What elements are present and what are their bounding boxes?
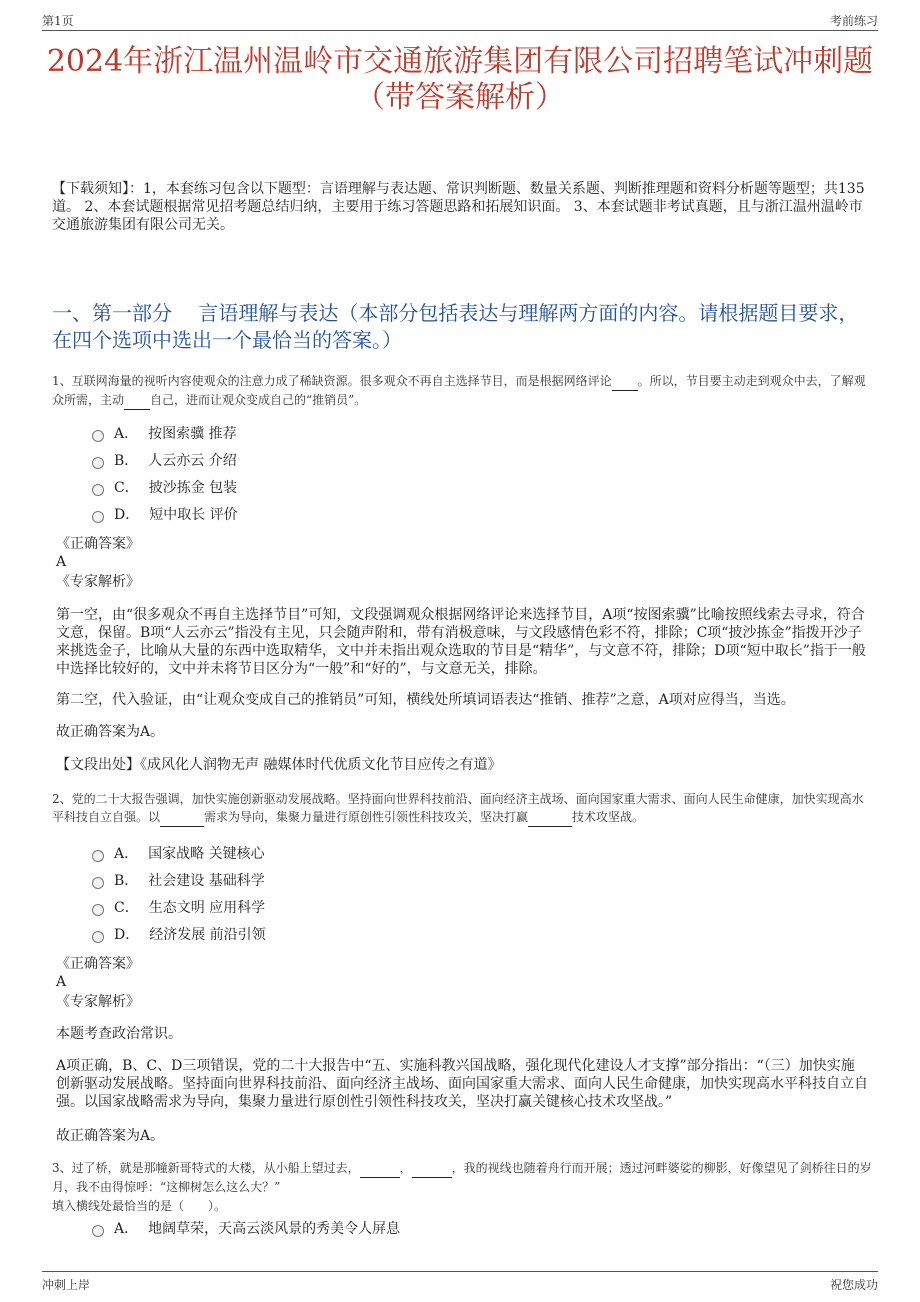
radio-icon[interactable] [92, 430, 104, 442]
option-text: 披沙拣金 包装 [148, 480, 238, 496]
option-text: 社会建设 基础科学 [148, 873, 265, 889]
radio-icon[interactable] [92, 1225, 104, 1237]
page-header [42, 10, 878, 31]
q1-text-part-a: 1、互联网海量的视听内容使观众的注意力成了稀缺资源。很多观众不再自主选择节目，而是根据网络评论 [52, 374, 612, 388]
option-letter: C． [114, 900, 139, 916]
page-footer [42, 1271, 878, 1296]
q2-option-a[interactable] [92, 843, 265, 865]
option-letter: A． [114, 846, 139, 862]
option-text: 按图索骥 推荐 [148, 426, 237, 442]
radio-icon[interactable] [92, 877, 104, 889]
q1-source: 【文段出处】《成风化人润物无声 融媒体时代优质文化节目应传之有道》 [56, 757, 502, 773]
document-title [42, 44, 878, 116]
q2-text-part-b: 需求为导向，集聚力量进行原创性引领性科技攻关，坚决打赢 [204, 810, 529, 824]
q2-answer: A [56, 974, 67, 990]
q2-option-c[interactable] [92, 897, 265, 919]
q1-analysis-para-2: 第二空，代入验证，由“让观众变成自己的推销员”可知，横线处所填词语表达“推销、推荐”之意，A项对应得当，当选。 [56, 692, 795, 708]
radio-icon[interactable] [92, 511, 104, 523]
option-text: 短中取长 评价 [149, 507, 238, 523]
question-1-text [52, 372, 872, 410]
title-line-1: 2024年浙江温州温岭市交通旅游集团有限公司招聘笔试冲刺题 [46, 44, 874, 79]
q3-option-a[interactable] [92, 1218, 400, 1240]
option-letter: D． [114, 507, 140, 523]
radio-icon[interactable] [92, 931, 104, 943]
q1-option-b[interactable] [92, 450, 237, 472]
radio-icon[interactable] [92, 484, 104, 496]
answer-blank [124, 391, 150, 410]
option-text: 国家战略 关键核心 [148, 846, 265, 862]
option-letter: A． [114, 1221, 139, 1237]
footer-right-text: 祝您成功 [829, 1278, 878, 1292]
download-notice: 【下载须知】：1，本套练习包含以下题型：言语理解与表达题、常识判断题、数量关系题、判断推理题和资料分析题等题型；共135道。 2、本套试题根据常见招考题总结归纳，主要用于练习答题思路和拓展知识面。 3、本套试题非考试真题，且与浙江温州温岭市交通旅游集团有限公司无关。 [52, 181, 865, 233]
question-3-text [52, 1159, 872, 1196]
radio-icon[interactable] [92, 457, 104, 469]
radio-icon[interactable] [92, 904, 104, 916]
answer-blank [412, 1159, 452, 1178]
q2-option-d[interactable] [92, 924, 266, 946]
q1-option-d[interactable] [92, 504, 238, 526]
option-letter: B． [114, 453, 139, 469]
q1-option-c[interactable] [92, 477, 237, 499]
answer-blank [528, 808, 572, 827]
q1-analysis-label: 《专家解析》 [56, 574, 140, 590]
option-text: 经济发展 前沿引领 [149, 927, 266, 943]
option-letter: C． [114, 480, 139, 496]
q1-answer-label: 《正确答案》 [56, 536, 140, 552]
q1-text-part-b: 。所以，节目要主动走到观众中去，了解观众所需，主动 [52, 374, 866, 407]
q2-analysis-para-2: A项正确，B、C、D三项错误，党的二十大报告中“五、实施科教兴国战略，强化现代化建设人才支撑”部分指出：“（三）加快实施创新驱动发展战略。坚持面向世界科技前沿、面向经济主战场、面向国家重大需求、面向人民生命健康，加快实现高水平科技自立自强。以国家战略需求为导向，集聚力量进行原创性引领性科技攻关，坚决打赢关键核心技术攻坚战。” [56, 1058, 868, 1110]
footer-left-text: 冲刺上岸 [42, 1278, 91, 1292]
section-title: 一、第一部分 言语理解与表达（本部分包括表达与理解两方面的内容。请根据题目要求，在四个选项中选出一个最恰当的答案。） [52, 301, 859, 352]
q2-answer-label: 《正确答案》 [56, 956, 140, 972]
option-text: 地阔草荣，天高云淡风景的秀美令人屏息 [148, 1221, 401, 1237]
q3-text-sep: ， [399, 1161, 412, 1175]
option-letter: A． [114, 426, 139, 442]
title-line-2: （带答案解析） [355, 80, 565, 115]
q1-text-part-c: 自己，进而让观众变成自己的“推销员”。 [150, 393, 367, 407]
option-letter: B． [114, 873, 139, 889]
option-letter: D． [114, 927, 140, 943]
q3-prompt: 填入横线处最恰当的是（ ）。 [52, 1199, 227, 1213]
q2-text-part-c: 技术攻坚战。 [572, 810, 645, 824]
q3-text-part-a: 3、过了桥，就是那幢新哥特式的大楼，从小船上望过去， [52, 1161, 360, 1175]
q2-analysis-para-1: 本题考查政治常识。 [56, 1026, 182, 1042]
q3-text-part-b: ，我的视线也随着舟行而开展；透过河畔婆娑的柳影，好像望见了剑桥往日的岁月，我不由得惊呼：“这柳树怎么这么大？” [52, 1161, 872, 1194]
option-text: 生态文明 应用科学 [148, 900, 266, 916]
q1-answer: A [56, 554, 67, 570]
question-2-text [52, 790, 872, 827]
q2-analysis-label: 《专家解析》 [56, 994, 140, 1010]
header-tag: 考前练习 [829, 14, 878, 28]
answer-blank [160, 808, 204, 827]
page-number: 第1页 [42, 14, 74, 28]
q1-analysis-para-1: 第一空，由“很多观众不再自主选择节目”可知，文段强调观众根据网络评论来选择节目，A项“按图索骥”比喻按照线索去寻求，符合文意，保留。B项“人云亦云”指没有主见，只会随声附和，带有消极意味，与文段感情色彩不符，排除；C项“披沙拣金”指拨开沙子来挑选金子，比喻从大量的东西中选取精华，文中并未指出观众选取的节目是“精华”，与文意不符，排除；D项“短中取长”指于一般中选择比较好的，文中并未将节目区分为“一般”和“好的”，与文意无关，排除。 [56, 607, 866, 677]
radio-icon[interactable] [92, 850, 104, 862]
option-text: 人云亦云 介绍 [148, 453, 237, 469]
q2-option-b[interactable] [92, 870, 265, 892]
q2-analysis-para-3: 故正确答案为A。 [56, 1128, 165, 1144]
answer-blank [360, 1159, 400, 1178]
answer-blank [612, 372, 638, 391]
q1-option-a[interactable] [92, 423, 237, 445]
q1-analysis-para-3: 故正确答案为A。 [56, 724, 165, 740]
q2-text-part-a: 2、党的二十大报告强调，加快实施创新驱动发展战略。坚持面向世界科技前沿、面向经济主战场、面向国家重大需求、面向人民生命健康，加快实现高水平科技自立自强。以 [52, 792, 864, 824]
